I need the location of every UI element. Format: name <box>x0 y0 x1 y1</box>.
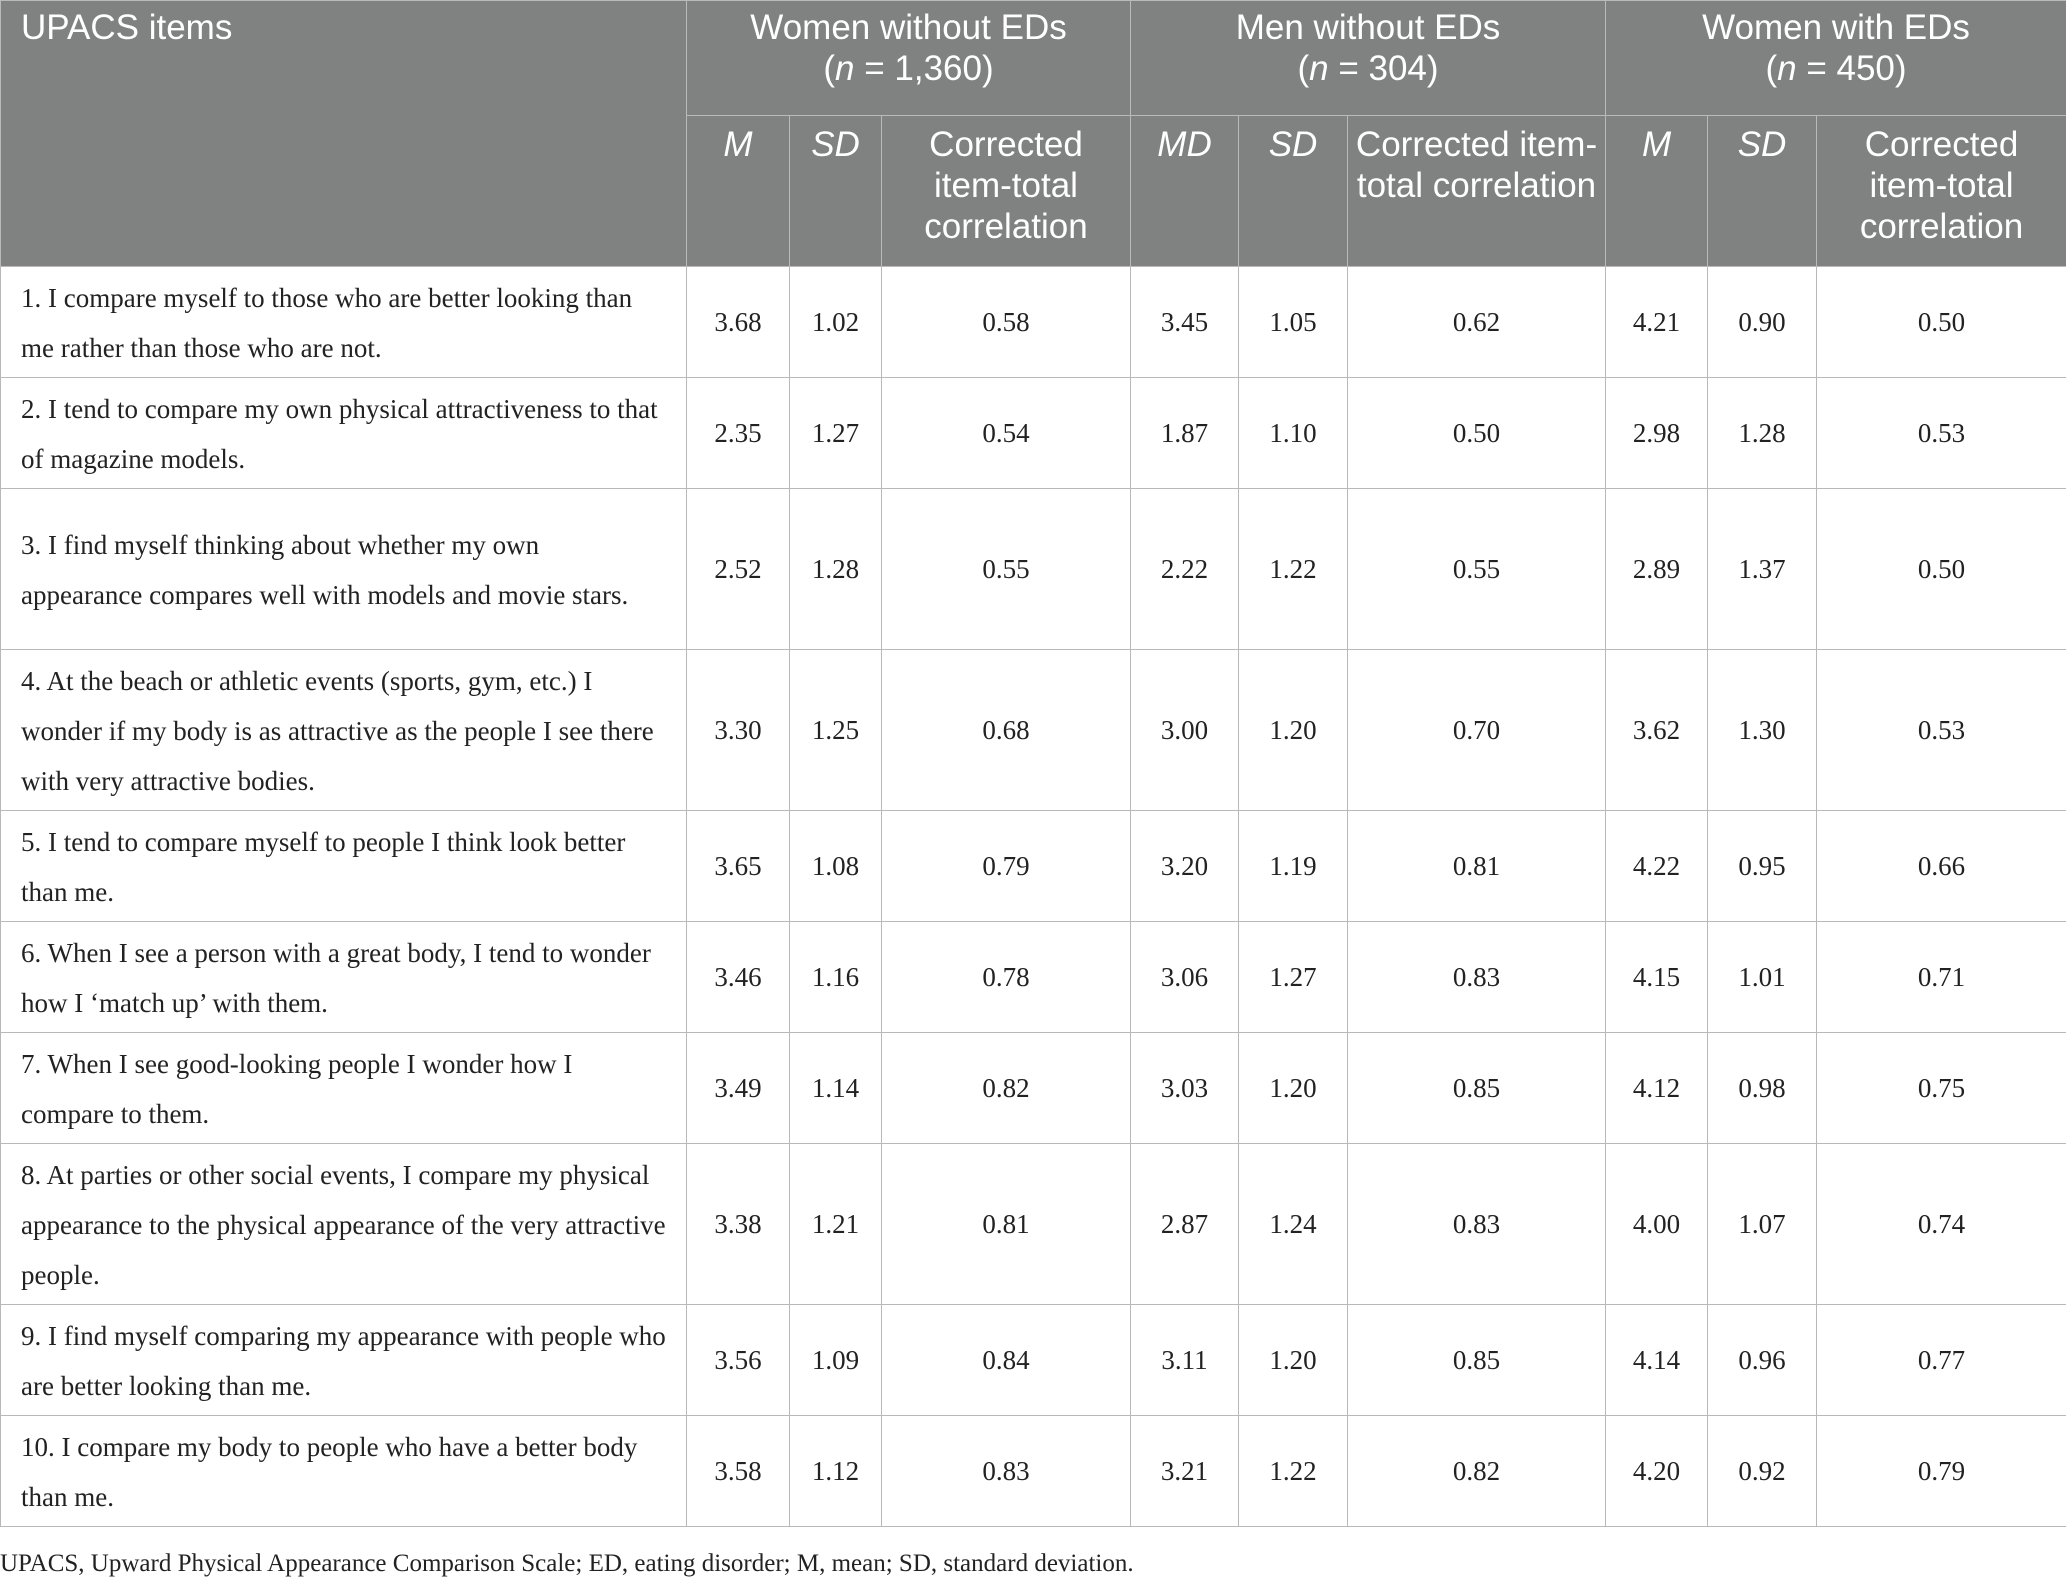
cell-value: 1.12 <box>790 1416 882 1527</box>
table-row <box>1 489 2066 650</box>
cell-value: 3.11 <box>1131 1305 1239 1416</box>
table-row <box>1 811 2066 922</box>
correlation-column-header: Corrected item-total correlation <box>1817 116 2066 267</box>
cell-value: 1.30 <box>1708 650 1817 811</box>
cell-value: 3.65 <box>687 811 790 922</box>
cell-value: 1.20 <box>1239 1305 1348 1416</box>
cell-value: 0.66 <box>1817 811 2066 922</box>
cell-value: 1.20 <box>1239 1033 1348 1144</box>
cell-value: 1.16 <box>790 922 882 1033</box>
cell-value: 3.56 <box>687 1305 790 1416</box>
cell-value: 3.58 <box>687 1416 790 1527</box>
item-text: 1. I compare myself to those who are better looking than me rather than those who are not. <box>1 267 687 378</box>
table-row <box>1 1033 2066 1144</box>
cell-value: 0.62 <box>1348 267 1606 378</box>
cell-value: 3.06 <box>1131 922 1239 1033</box>
group-name: Women without EDs <box>750 8 1067 47</box>
cell-value: 3.45 <box>1131 267 1239 378</box>
n-label: n <box>1309 49 1329 88</box>
item-text: 7. When I see good-looking people I wonder how I compare to them. <box>1 1033 687 1144</box>
cell-value: 0.50 <box>1348 378 1606 489</box>
table-row <box>1 378 2066 489</box>
cell-value: 1.05 <box>1239 267 1348 378</box>
cell-value: 1.14 <box>790 1033 882 1144</box>
group-header-men-without-eds: Men without EDs (n = 304) <box>1131 1 1606 116</box>
cell-value: 3.62 <box>1606 650 1708 811</box>
cell-value: 0.98 <box>1708 1033 1817 1144</box>
item-text: 5. I tend to compare myself to people I think look better than me. <box>1 811 687 922</box>
sd-column-header: SD <box>1708 116 1817 267</box>
n-label: n <box>1777 49 1797 88</box>
group-header-women-without-eds: Women without EDs (n = 1,360) <box>687 1 1131 116</box>
cell-value: 0.92 <box>1708 1416 1817 1527</box>
cell-value: 1.08 <box>790 811 882 922</box>
sd-column-header: SD <box>1239 116 1348 267</box>
item-text: 9. I find myself comparing my appearance with people who are better looking than me. <box>1 1305 687 1416</box>
cell-value: 4.14 <box>1606 1305 1708 1416</box>
cell-value: 1.21 <box>790 1144 882 1305</box>
cell-value: 1.09 <box>790 1305 882 1416</box>
cell-value: 1.19 <box>1239 811 1348 922</box>
cell-value: 2.89 <box>1606 489 1708 650</box>
cell-value: 2.98 <box>1606 378 1708 489</box>
cell-value: 0.84 <box>882 1305 1131 1416</box>
cell-value: 1.07 <box>1708 1144 1817 1305</box>
mean-column-header: MD <box>1131 116 1239 267</box>
table-row <box>1 1144 2066 1305</box>
cell-value: 4.22 <box>1606 811 1708 922</box>
header-row-groups <box>1 1 2066 116</box>
cell-value: 1.28 <box>1708 378 1817 489</box>
n-label: n <box>835 49 855 88</box>
cell-value: 1.02 <box>790 267 882 378</box>
cell-value: 0.75 <box>1817 1033 2066 1144</box>
cell-value: 0.74 <box>1817 1144 2066 1305</box>
items-column-header: UPACS items <box>1 1 687 267</box>
cell-value: 2.22 <box>1131 489 1239 650</box>
cell-value: 1.27 <box>1239 922 1348 1033</box>
cell-value: 0.50 <box>1817 267 2066 378</box>
cell-value: 0.78 <box>882 922 1131 1033</box>
item-text: 8. At parties or other social events, I compare my physical appearance to the physical appearance of the very attractive people. <box>1 1144 687 1305</box>
cell-value: 0.58 <box>882 267 1131 378</box>
table-row <box>1 1305 2066 1416</box>
table-row <box>1 1416 2066 1527</box>
cell-value: 2.87 <box>1131 1144 1239 1305</box>
cell-value: 0.95 <box>1708 811 1817 922</box>
cell-value: 0.83 <box>1348 1144 1606 1305</box>
cell-value: 0.79 <box>882 811 1131 922</box>
cell-value: 4.12 <box>1606 1033 1708 1144</box>
cell-value: 0.50 <box>1817 489 2066 650</box>
cell-value: 4.00 <box>1606 1144 1708 1305</box>
cell-value: 0.77 <box>1817 1305 2066 1416</box>
cell-value: 1.28 <box>790 489 882 650</box>
cell-value: 1.87 <box>1131 378 1239 489</box>
n-value: = 450 <box>1796 49 1895 88</box>
cell-value: 0.55 <box>882 489 1131 650</box>
cell-value: 3.20 <box>1131 811 1239 922</box>
group-header-women-with-eds: Women with EDs (n = 450) <box>1606 1 2066 116</box>
cell-value: 4.20 <box>1606 1416 1708 1527</box>
cell-value: 0.83 <box>882 1416 1131 1527</box>
cell-value: 3.68 <box>687 267 790 378</box>
group-name: Men without EDs <box>1235 8 1501 47</box>
cell-value: 0.53 <box>1817 378 2066 489</box>
cell-value: 0.53 <box>1817 650 2066 811</box>
cell-value: 0.68 <box>882 650 1131 811</box>
table-row <box>1 650 2066 811</box>
sd-column-header: SD <box>790 116 882 267</box>
item-text: 3. I find myself thinking about whether my own appearance compares well with models and movie stars. <box>1 489 687 650</box>
group-name: Women with EDs <box>1702 8 1970 47</box>
cell-value: 4.15 <box>1606 922 1708 1033</box>
cell-value: 0.55 <box>1348 489 1606 650</box>
cell-value: 0.82 <box>1348 1416 1606 1527</box>
cell-value: 1.24 <box>1239 1144 1348 1305</box>
cell-value: 3.30 <box>687 650 790 811</box>
n-value: = 1,360 <box>854 49 982 88</box>
correlation-column-header: Corrected item-total correlation <box>882 116 1131 267</box>
cell-value: 3.00 <box>1131 650 1239 811</box>
n-value: = 304 <box>1328 49 1427 88</box>
cell-value: 3.21 <box>1131 1416 1239 1527</box>
mean-column-header: M <box>687 116 790 267</box>
cell-value: 3.03 <box>1131 1033 1239 1144</box>
table-row <box>1 267 2066 378</box>
item-text: 2. I tend to compare my own physical attractiveness to that of magazine models. <box>1 378 687 489</box>
item-text: 10. I compare my body to people who have a better body than me. <box>1 1416 687 1527</box>
cell-value: 1.01 <box>1708 922 1817 1033</box>
cell-value: 0.79 <box>1817 1416 2066 1527</box>
cell-value: 0.54 <box>882 378 1131 489</box>
cell-value: 1.20 <box>1239 650 1348 811</box>
cell-value: 2.35 <box>687 378 790 489</box>
table-footnote: UPACS, Upward Physical Appearance Comparison Scale; ED, eating disorder; M, mean; SD, standard deviation. <box>0 1550 1134 1577</box>
mean-column-header: M <box>1606 116 1708 267</box>
table-row <box>1 922 2066 1033</box>
cell-value: 1.22 <box>1239 1416 1348 1527</box>
cell-value: 0.85 <box>1348 1033 1606 1144</box>
cell-value: 0.81 <box>882 1144 1131 1305</box>
cell-value: 0.96 <box>1708 1305 1817 1416</box>
cell-value: 0.83 <box>1348 922 1606 1033</box>
item-text: 4. At the beach or athletic events (sports, gym, etc.) I wonder if my body is as attractive as the people I see there with very attractive bodies. <box>1 650 687 811</box>
cell-value: 3.38 <box>687 1144 790 1305</box>
cell-value: 0.81 <box>1348 811 1606 922</box>
cell-value: 0.70 <box>1348 650 1606 811</box>
cell-value: 3.46 <box>687 922 790 1033</box>
cell-value: 1.25 <box>790 650 882 811</box>
cell-value: 2.52 <box>687 489 790 650</box>
cell-value: 1.37 <box>1708 489 1817 650</box>
cell-value: 0.71 <box>1817 922 2066 1033</box>
cell-value: 1.22 <box>1239 489 1348 650</box>
cell-value: 0.85 <box>1348 1305 1606 1416</box>
cell-value: 1.10 <box>1239 378 1348 489</box>
item-text: 6. When I see a person with a great body, I tend to wonder how I ‘match up’ with them. <box>1 922 687 1033</box>
correlation-column-header: Corrected item-total correlation <box>1348 116 1606 267</box>
cell-value: 3.49 <box>687 1033 790 1144</box>
cell-value: 1.27 <box>790 378 882 489</box>
cell-value: 0.90 <box>1708 267 1817 378</box>
cell-value: 4.21 <box>1606 267 1708 378</box>
cell-value: 0.82 <box>882 1033 1131 1144</box>
